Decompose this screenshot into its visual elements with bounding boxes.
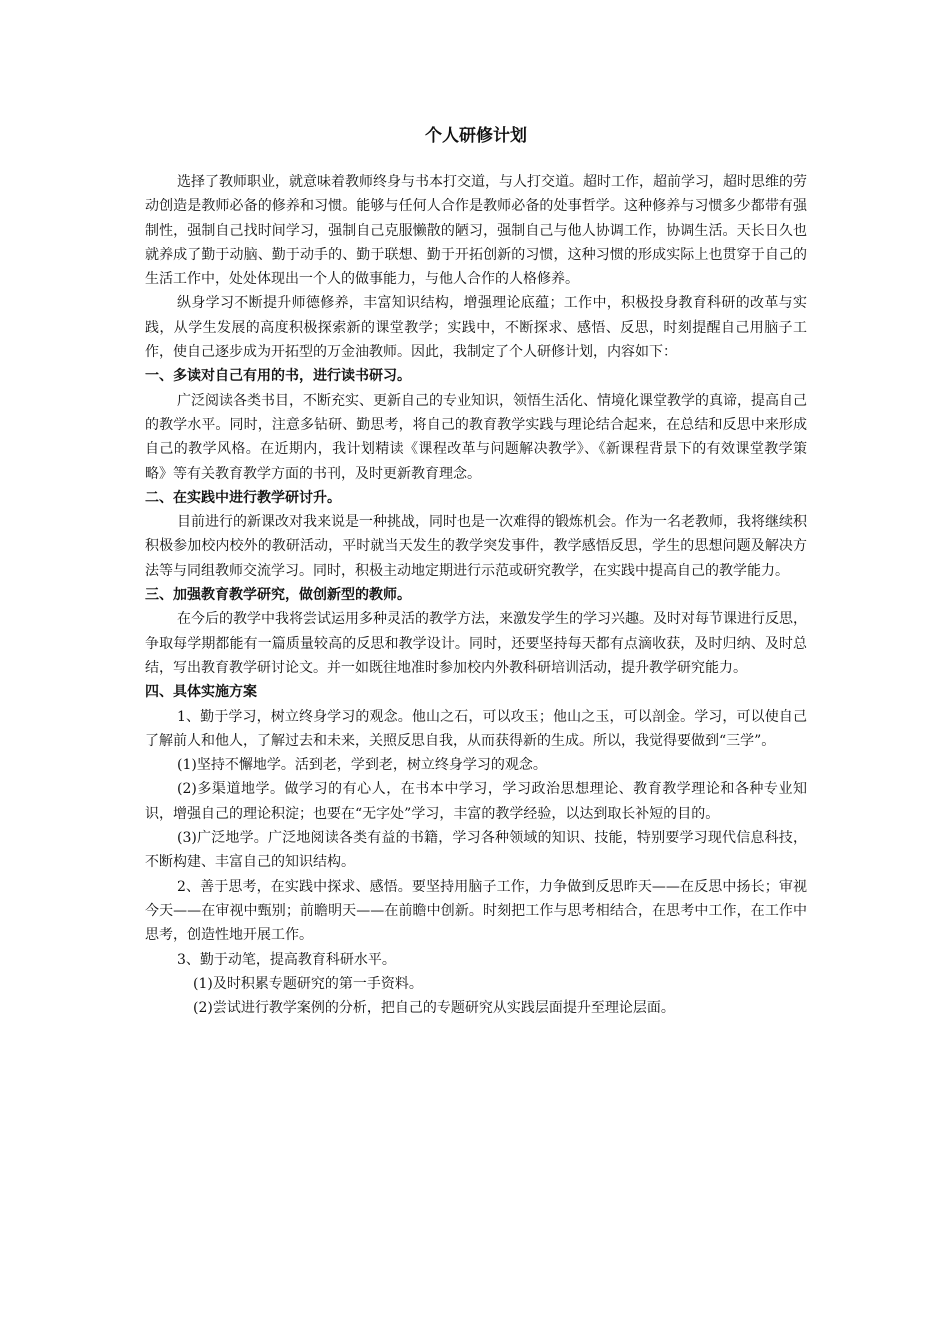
section-3-paragraph: 在今后的教学中我将尝试运用多种灵活的教学方法，来激发学生的学习兴趣。及时对每节课进行反思，争取每学期都能有一篇质量较高的反思和教学设计。同时，还要坚持每天都有点滴收获，及时归纳、及时总结，写出教育教学研讨论文。并一如既往地准时参加校内外教科研培训活动，提升教学研究能力。 bbox=[145, 611, 807, 676]
section-4-heading: 四、具体实施方案 bbox=[145, 684, 257, 701]
plan-item-1-sub-1: (1)坚持不懈地学。活到老，学到老，树立终身学习的观念。 bbox=[177, 757, 547, 774]
plan-item-3-sub-1: (1)及时积累专题研究的第一手资料。 bbox=[193, 975, 423, 992]
document-body bbox=[145, 122, 807, 1020]
plan-item-1-sub-2: (2)多渠道地学。做学习的有心人，在书本中学习，学习政治思想理论、教育教学理论和各种专业知识，增强自己的理论积淀；也要在“无字处”学习，丰富的教学经验，以达到取长补短的目的。 bbox=[145, 781, 807, 822]
section-1-heading: 一、多读对自己有用的书，进行读书研习。 bbox=[145, 368, 411, 385]
section-3-heading: 三、加强教育教学研究，做创新型的教师。 bbox=[145, 587, 411, 604]
section-2-heading: 二、在实践中进行教学研讨升。 bbox=[145, 489, 341, 506]
plan-item-1-sub-3: (3)广泛地学。广泛地阅读各类有益的书籍，学习各种领域的知识、技能，特别要学习现代信息科技，不断构建、丰富自己的知识结构。 bbox=[145, 830, 807, 871]
intro-paragraph-2: 纵身学习不断提升师德修养，丰富知识结构，增强理论底蕴；工作中，积极投身教育科研的改革与实践，从学生发展的高度积极探索新的课堂教学；实践中，不断探求、感悟、反思，时刻提醒自己用脑子工作，使自己逐步成为开拓型的万金油教师。因此，我制定了个人研修计划，内容如下： bbox=[145, 295, 807, 361]
section-2-paragraph: 目前进行的新课改对我来说是一种挑战，同时也是一次难得的锻炼机会。作为一名老教师，我将继续积积极参加校内校外的教研活动，平时就当天发生的教学突发事件，教学感悟反思，学生的思想问题及解决方法等与同组教师交流学习。同时，积极主动地定期进行示范或研究教学，在实践中提高自己的教学能力。 bbox=[145, 514, 807, 579]
intro-paragraph-1: 选择了教师职业，就意味着教师终身与书本打交道，与人打交道。超时工作，超前学习，超时思维的劳动创造是教师必备的修养和习惯。能够与任何人合作是教师必备的处事哲学。这种修养与习惯多少都带有强制性，强制自己找时间学习，强制自己克服懒散的陋习，强制自己与他人协调工作，协调生活。天长日久也就养成了勤于动脑、勤于动手的、勤于联想、勤于开拓创新的习惯，这种习惯的形成实际上也贯穿于自己的生活工作中，处处体现出一个人的做事能力，与他人合作的人格修养。 bbox=[145, 174, 807, 288]
plan-item-3: 3、勤于动笔，提高教育科研水平。 bbox=[177, 951, 396, 968]
section-1-paragraph: 广泛阅读各类书目，不断充实、更新自己的专业知识，领悟生活化、情境化课堂教学的真谛，提高自己的教学水平。同时，注意多钻研、勤思考，将自己的教育教学实践与理论结合起来，在总结和反思中来形成自己的教学风格。在近期内，我计划精读《课程改革与问题解决教学》、《新课程背景下的有效课堂教学策略》等有关教育教学方面的书刊，及时更新教育理念。 bbox=[145, 392, 807, 482]
plan-item-2: 2、善于思考，在实践中探求、感悟。要坚持用脑子工作，力争做到反思昨天——在反思中扬长；审视今天——在审视中甄别；前瞻明天——在前瞻中创新。时刻把工作与思考相结合，在思考中工作，在工作中思考，创造性地开展工作。 bbox=[145, 878, 807, 944]
document-title: 个人研修计划 bbox=[425, 126, 527, 146]
plan-item-3-sub-2: (2)尝试进行教学案例的分析，把自己的专题研究从实践层面提升至理论层面。 bbox=[193, 1000, 675, 1017]
plan-item-1: 1、勤于学习，树立终身学习的观念。他山之石，可以攻玉；他山之玉，可以剖金。学习，可以使自己了解前人和他人，了解过去和未来，关照反思自我，从而获得新的生成。所以，我觉得要做到“三学”。 bbox=[145, 708, 807, 749]
